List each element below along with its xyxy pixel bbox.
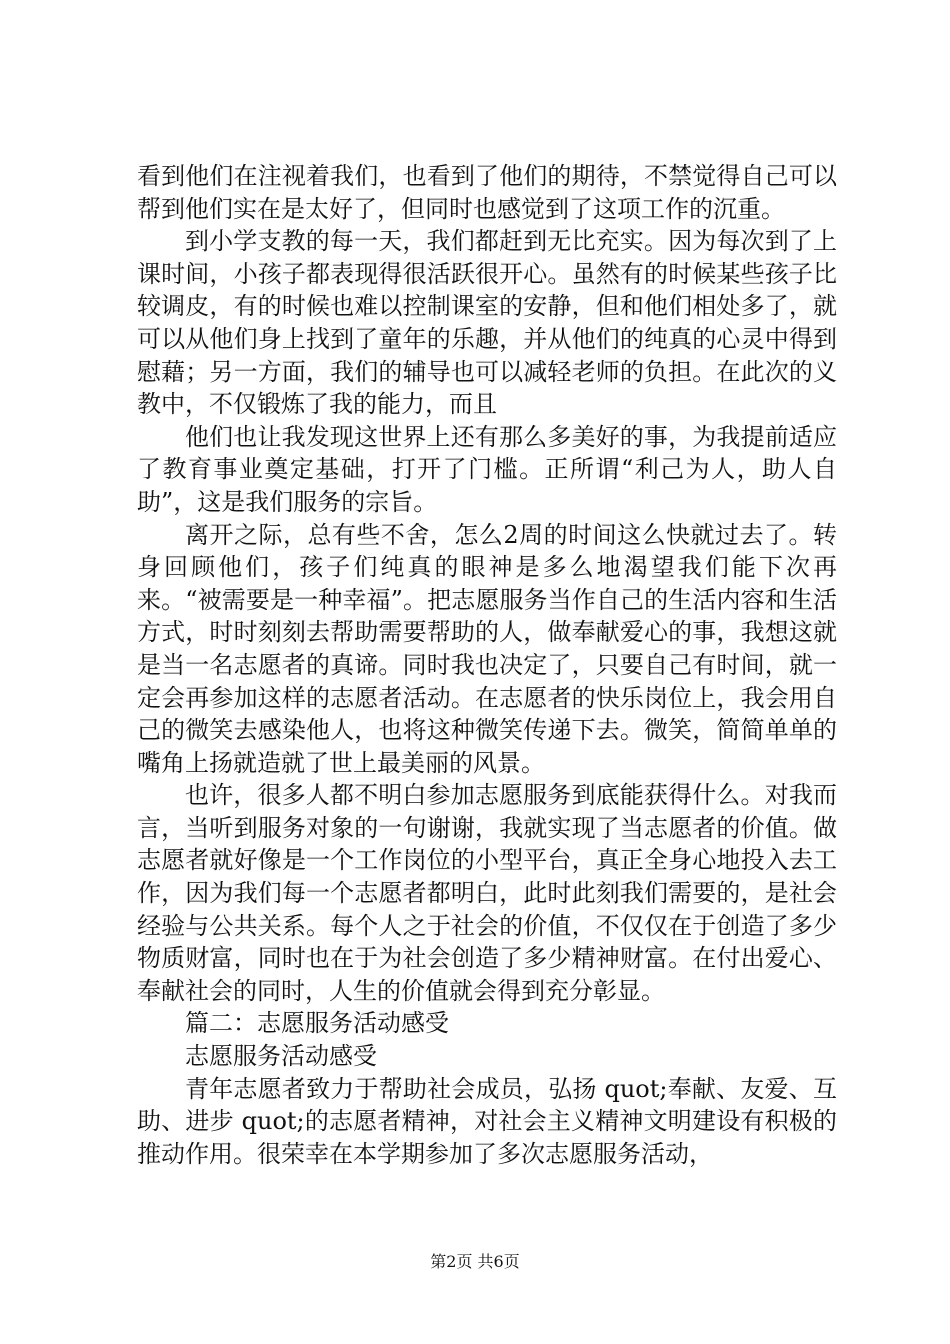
paragraph-3: 他们也让我发现这世界上还有那么多美好的事，为我提前适应了教育事业奠定基础，打开了门槛。正所谓“利己为人，助人自助”，这是我们服务的宗旨。 — [137, 422, 837, 516]
paragraph-4: 离开之际，总有些不舍，怎么2周的时间这么快就过去了。转身回顾他们，孩子们纯真的眼神是多么地渴望我们能下次再来。“被需要是一种幸福”。把志愿服务当作自己的生活内容和生活方式，时时刻刻去帮助需要帮助的人，做奉献爱心的事，我想这就是当一名志愿者的真谛。同时我也决定了，只要自己有时间，就一定会再参加这样的志愿者活动。在志愿者的快乐岗位上，我会用自己的微笑去感染他人，也将这种微笑传递下去。微笑，简简单单的嘴角上扬就造就了世上最美丽的风景。 — [137, 520, 837, 777]
document-body — [137, 160, 837, 1170]
paragraph-2: 到小学支教的每一天，我们都赶到无比充实。因为每次到了上课时间，小孩子都表现得很活跃很开心。虽然有的时候某些孩子比较调皮，有的时候也难以控制课室的安静，但和他们相处多了，就可以从他们身上找到了童年的乐趣，并从他们的纯真的心灵中得到慰藉；另一方面，我们的辅导也可以减轻老师的负担。在此次的义教中，不仅锻炼了我的能力，而且 — [137, 227, 837, 419]
section-title: 志愿服务活动感受 — [185, 1042, 377, 1071]
section-heading: 篇二：志愿服务活动感受 — [185, 1009, 449, 1038]
paragraph-6: 青年志愿者致力于帮助社会成员，弘扬 quot;奉献、友爱、互助、进步 quot;的志愿者精神，对社会主义精神文明建设有积极的推动作用。很荣幸在本学期参加了多次志愿服务活动， — [137, 1074, 837, 1168]
paragraph-5: 也许，很多人都不明白参加志愿服务到底能获得什么。对我而言，当听到服务对象的一句谢谢，我就实现了当志愿者的价值。做志愿者就好像是一个工作岗位的小型平台，真正全身心地投入去工作，因为我们每一个志愿者都明白，此时此刻我们需要的，是社会经验与公共关系。每个人之于社会的价值，不仅仅在于创造了多少物质财富，同时也在于为社会创造了多少精神财富。在付出爱心、奉献社会的同时，人生的价值就会得到充分彰显。 — [137, 781, 837, 1005]
page-number-footer: 第2页 共6页 — [430, 1252, 520, 1271]
paragraph-1: 看到他们在注视着我们，也看到了他们的期待，不禁觉得自己可以帮到他们实在是太好了，但同时也感觉到了这项工作的沉重。 — [137, 162, 837, 223]
